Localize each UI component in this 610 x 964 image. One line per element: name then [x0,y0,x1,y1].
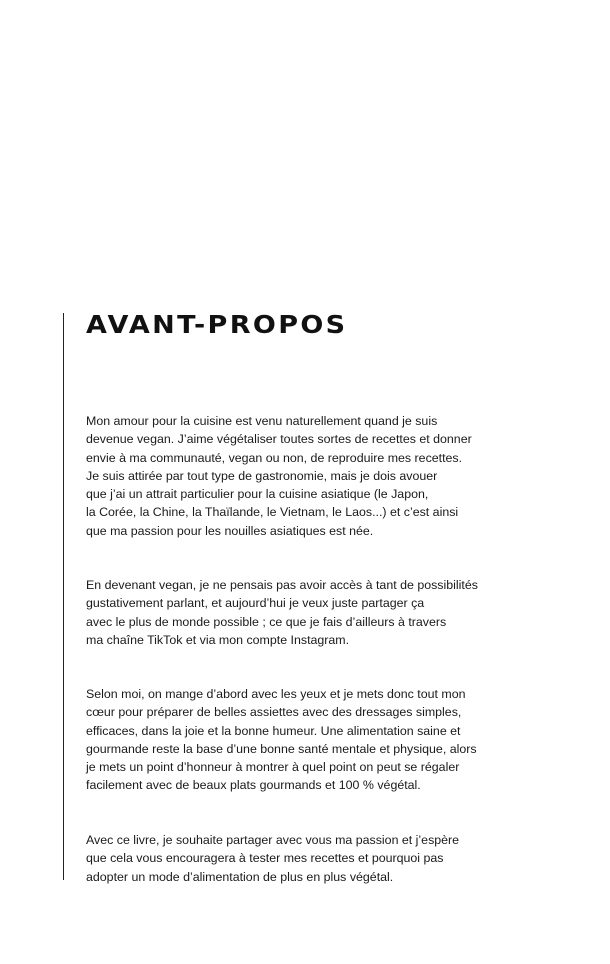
paragraph-line: avec le plus de monde possible ; ce que je fais d’ailleurs à travers [86,614,447,629]
paragraph-line: efficaces, dans la joie et la bonne humeur. Une alimentation saine et [86,723,461,738]
paragraph-line: que cela vous encouragera à tester mes recettes et pourquoi pas [86,851,444,866]
paragraph-line: la Corée, la Chine, la Thaïlande, le Vietnam, le Laos...) et c’est ainsi [86,505,459,520]
vertical-rule [63,313,64,880]
paragraph-line: envie à ma communauté, vegan ou non, de reproduire mes recettes. [86,450,463,465]
paragraph-1 [86,412,526,540]
page-title: AVANT-PROPOS [86,310,348,339]
paragraph-line: facilement avec de beaux plats gourmands et 100 % végétal. [86,778,421,793]
paragraph-line: adopter un mode d’alimentation de plus en plus végétal. [86,869,394,884]
paragraph-line: Mon amour pour la cuisine est venu naturellement quand je suis [86,414,438,428]
paragraph-line: Avec ce livre, je souhaite partager avec vous ma passion et j’espère [86,833,460,847]
paragraph-line: gustativement parlant, et aujourd’hui je veux juste partager ça [86,596,425,611]
paragraph-line: que ma passion pour les nouilles asiatiques est née. [86,523,374,538]
paragraph-line: gourmande reste la base d’une bonne santé mentale et physique, alors [86,741,477,756]
paragraph-line: En devenant vegan, je ne pensais pas avoir accès à tant de possibilités [86,578,478,592]
paragraph-line: devenue vegan. J’aime végétaliser toutes sortes de recettes et donner [86,432,472,447]
paragraph-line: ma chaîne TikTok et via mon compte Instagram. [86,632,350,647]
paragraph-line: Selon moi, on mange d’abord avec les yeux et je mets donc tout mon [86,687,466,701]
paragraph-3 [86,685,526,795]
paragraph-4 [86,831,526,886]
paragraph-line: Je suis attirée par tout type de gastronomie, mais je dois avouer [86,468,438,483]
paragraph-line: que j’ai un attrait particulier pour la cuisine asiatique (le Japon, [86,487,429,502]
paragraph-line: je mets un point d’honneur à montrer à quel point on peut se régaler [86,760,460,775]
paragraph-2 [86,576,526,649]
paragraph-line: cœur pour préparer de belles assiettes avec des dressages simples, [86,705,462,720]
